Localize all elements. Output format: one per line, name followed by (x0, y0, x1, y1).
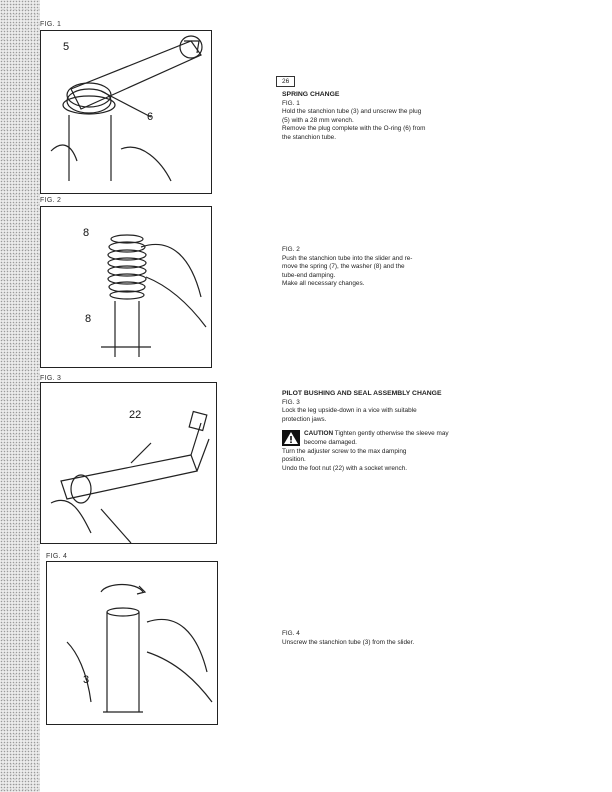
pilot-bushing-after-line: Turn the adjuster screw to the max damping (282, 447, 407, 455)
binding-edge (0, 0, 40, 792)
pilot-bushing-section (282, 390, 458, 473)
stanchion-unscrew-drawing (47, 562, 217, 724)
fig-1-illustration (40, 30, 212, 194)
fig-4-label: FIG. 4 (46, 553, 68, 560)
pilot-bushing-line: Lock the leg upside-down in a vice with suitable (282, 407, 417, 415)
pilot-bushing-line: protection jaws. (282, 415, 327, 423)
fig-4-fig-ref: FIG. 4 (282, 630, 300, 637)
fig-2-label: FIG. 2 (40, 197, 62, 204)
caution-text: Tighten gently otherwise the sleeve may become damaged. (304, 430, 449, 446)
foot-nut-removal-drawing (41, 383, 216, 543)
spring-change-line: Hold the stanchion tube (3) and unscrew the plug (282, 108, 422, 116)
fig-2-line: tube-end damping. (282, 271, 336, 279)
spring-change-line: (5) with a 28 mm wrench. (282, 116, 354, 124)
callout-8-top: 8 (83, 227, 90, 239)
spring-removal-drawing (41, 207, 211, 367)
fig-1-label: FIG. 1 (40, 21, 62, 28)
caution-notice (282, 430, 458, 447)
callout-6: 6 (147, 111, 154, 123)
caution-word: CAUTION (304, 430, 334, 438)
fig-4-line: Unscrew the stanchion tube (3) from the slider. (282, 638, 415, 646)
fig-2-line: Push the stanchion tube into the slider and re- (282, 254, 413, 262)
pilot-bushing-after-line: Undo the foot nut (22) with a socket wrench. (282, 464, 408, 472)
fig-2-illustration (40, 206, 212, 368)
callout-5: 5 (63, 41, 70, 53)
spring-change-line: Remove the plug complete with the O-ring (6) from (282, 125, 426, 133)
spring-change-fig-ref: FIG. 1 (282, 99, 300, 107)
pilot-bushing-after-line: position. (282, 456, 306, 464)
callout-3: 3 (83, 674, 90, 686)
callout-8-bottom: 8 (85, 313, 92, 325)
fig-3-illustration (40, 382, 217, 544)
spring-change-heading: SPRING CHANGE (282, 91, 340, 98)
fig-2-line: Make all necessary changes. (282, 280, 365, 288)
fig-4-illustration (46, 561, 218, 725)
pilot-bushing-fig-ref: FIG. 3 (282, 398, 300, 406)
fig-2-section (282, 246, 458, 289)
spring-change-section (282, 91, 458, 143)
fig-3-label: FIG. 3 (40, 375, 62, 382)
fig-2-line: move the spring (7), the washer (8) and the (282, 263, 405, 271)
callout-22: 22 (129, 409, 142, 421)
spring-change-line: the stanchion tube. (282, 133, 337, 141)
warning-icon (282, 430, 300, 446)
pilot-bushing-heading: PILOT BUSHING AND SEAL ASSEMBLY CHANGE (282, 390, 442, 397)
fig-2-fig-ref: FIG. 2 (282, 246, 300, 253)
page-tag: 26 (276, 76, 295, 87)
wrench-on-plug-drawing (41, 31, 211, 193)
fig-4-section (282, 630, 458, 647)
